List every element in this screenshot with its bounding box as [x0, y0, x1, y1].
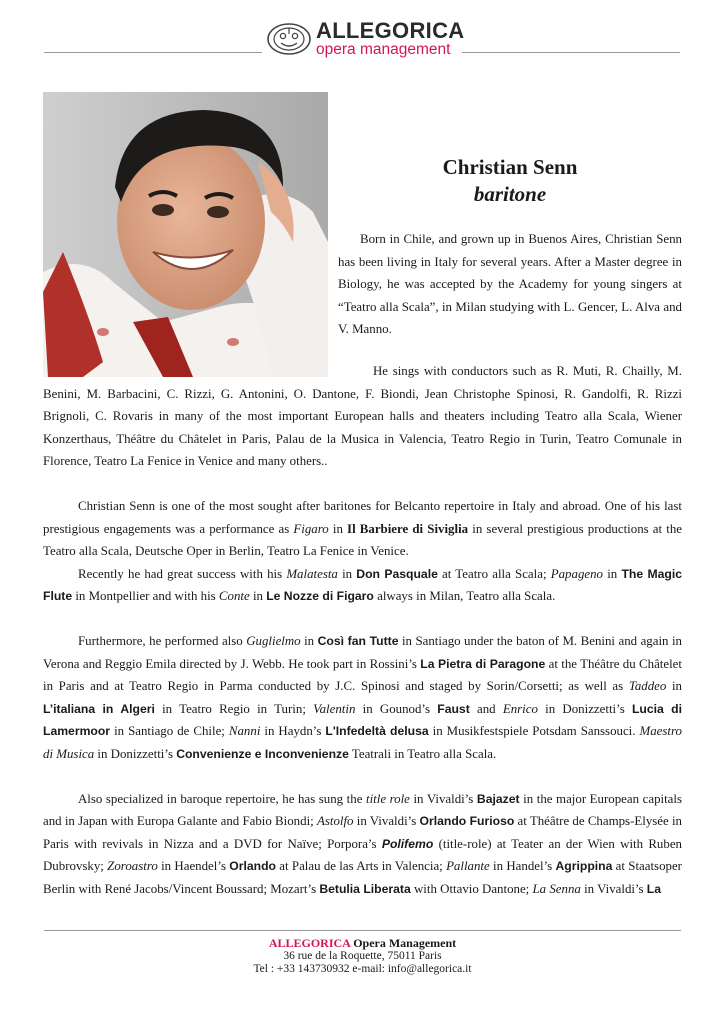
brand-subtitle: opera management — [316, 41, 451, 58]
header-rule-right — [462, 52, 680, 53]
theatre-masks-icon — [266, 22, 312, 56]
footer-contact: Tel : +33 143730932 e-mail: info@allegorica.it — [253, 963, 472, 975]
header-rule-left — [44, 52, 262, 53]
allegorica-logo — [266, 18, 465, 60]
bio-paragraph-conductors: He sings with conductors such as R. Muti, R. Chailly, M. Benini, M. Barbacini, C. Rizzi, G. Antonini, O. Dantone, F. Biondi, Jean Christophe Spinosi, R. Gandolfi, R. Rizzi Brignoli, C. Rovaris in many of the most important European halls and theaters including Teatro alla Scala, Wiener Konzerthaus, Théâtre du Châtelet in Paris, Palau de la Musica in Valencia, Teatro Regio in Turin, Teatro Comunale in Florence, Teatro La Fenice in Venice and many others.. — [43, 364, 682, 468]
bio-paragraph-recent: Recently he had great success with his Malatesta in Don Pasquale at Teatro alla Scala; Papageno in The Magic Flute in Montpellier and with his Conte in Le Nozze di Figaro always in Milan, Teatro alla Scala. — [43, 566, 682, 603]
bio-paragraph-belcanto: Christian Senn is one of the most sought after baritones for Belcanto repertoire in Italy and abroad. One of his last prestigious engagements was a performance as Figaro in Il Barbiere di Siviglia in several prestigious productions at the Teatro alla Scala, Deutsche Oper in Berlin, Teatro La Fenice in Venice. — [43, 499, 682, 558]
footer-address: 36 rue de la Roquette, 75011 Paris — [283, 950, 442, 962]
footer-rule — [44, 930, 681, 931]
biography-body — [43, 360, 682, 900]
bio-paragraph-performances: Furthermore, he performed also Guglielmo in Così fan Tutte in Santiago under the baton of M. Benini and again in Verona and Reggio Emila directed by J. Webb. He took part in Rossini’s La Pietra di Paragone at the Théâtre du Châtelet in Paris and at Teatro Regio in Parma conducted by J.C. Spinosi and staged by Sorin/Corsetti; as well as Taddeo in L’italiana in Algeri in Teatro Regio in Turin; Valentin in Gounod’s Faust and Enrico in Donizzetti’s Lucia di Lamermoor in Santiago de Chile; Nanni in Haydn’s L'Infedeltà delusa in Musikfestspiele Potsdam Sanssouci. Maestro di Musica in Donizzetti’s Convenienze e Inconvenienze Teatrali in Teatro alla Scala. — [43, 634, 683, 761]
artist-name: Christian Senn — [442, 155, 578, 179]
voice-type: baritone — [473, 182, 547, 206]
page-header — [0, 18, 725, 62]
artist-portrait — [43, 92, 328, 377]
bio-paragraph-baroque: Also specialized in baroque repertoire, he has sung the title role in Vivaldi’s Bajazet in the major European capitals and in Japan with Europa Galante and Fabio Biondi; Astolfo in Vivaldi’s Orlando Furioso at Théâtre de Champs-Elysée in Paris with revivals in Nizza and a DVD for Naïve; Porpora’s Polifemo (title-role) at Teater an der Wien with Ruben Dubrovsky; Zoroastro in Haendel’s Orlando at Palau de las Arts in Valencia; Pallante in Handel’s Agrippina at Staatsoper Berlin with René Jacobs/Vincent Boussard; Mozart’s Betulia Liberata with Ottavio Dantone; La Senna in Vivaldi’s La — [43, 791, 683, 896]
brand-name: ALLEGORICA — [316, 18, 465, 43]
bio-intro: Born in Chile, and grown up in Buenos Aires, Christian Senn has been living in Italy for several years. After a Master degree in Biology, he was accepted by the Academy for young singers at “Teatro alla Scala”, in Milan studying with L. Gencer, L. Alva and V. Manno. — [338, 232, 682, 336]
footer-brand: ALLEGORICA Opera Management — [268, 936, 457, 950]
